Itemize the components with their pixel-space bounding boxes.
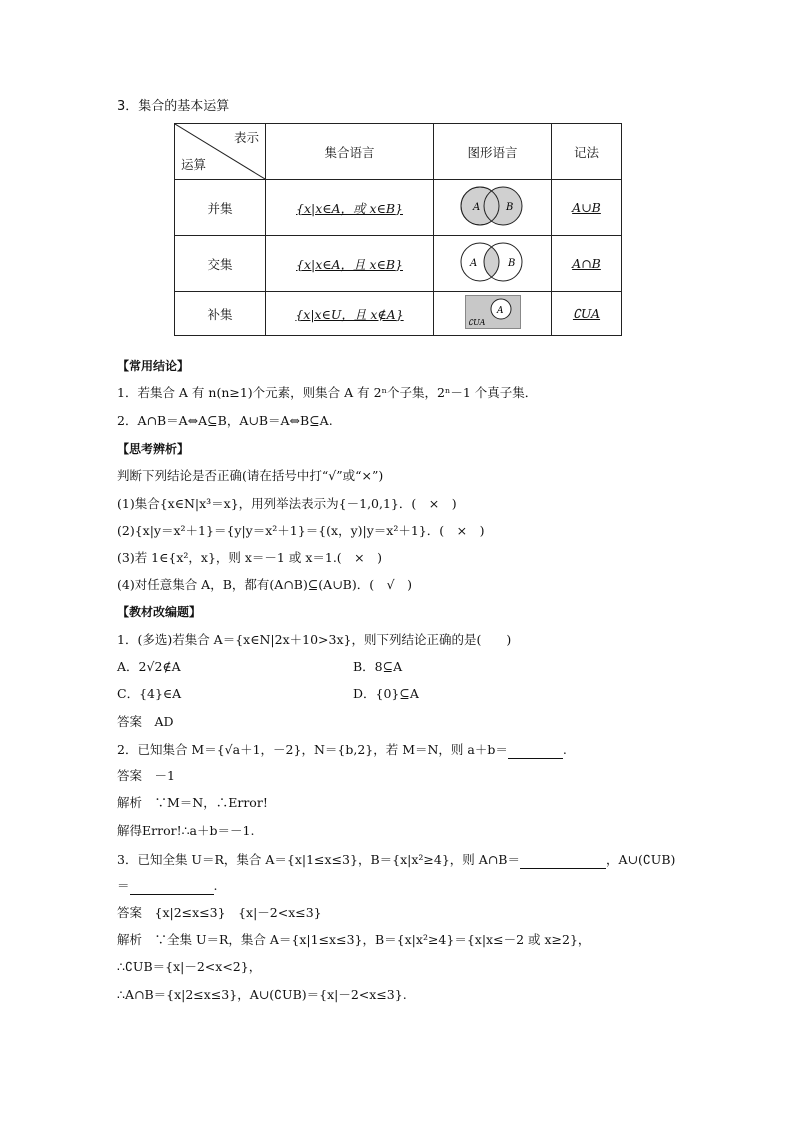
option-b: B．8⊆A	[353, 659, 403, 674]
venn-label-b: B	[505, 202, 513, 213]
notation-text: ∁UA	[572, 306, 601, 321]
thinking-item: (1)集合{x∈N|x³＝x}，用列举法表示为{－1,0,1}．( × )	[117, 496, 457, 511]
header-graph-language: 图形语言	[434, 124, 552, 180]
conclusion-item: 2．A∩B＝A⇔A⊆B，A∪B＝A⇔B⊆A.	[117, 413, 333, 428]
question-2-end: .	[562, 742, 567, 757]
analysis-2-line2: 解得Error!∴a＋b＝－1.	[117, 823, 255, 838]
set-language-text: {x|x∈U，且 x∉A}	[295, 306, 404, 322]
intersection-venn-cell	[434, 236, 552, 292]
corner-bottom-label: 运算	[181, 157, 207, 172]
question-3-end: .	[213, 878, 218, 893]
option-d: D．{0}⊆A	[353, 686, 419, 701]
table-row	[175, 180, 622, 236]
venn-label-a: A	[496, 306, 503, 316]
answer-2: 答案 －1	[117, 768, 175, 783]
option-c: C．{4}∈A	[117, 686, 182, 701]
row-name: 补集	[175, 292, 266, 336]
table-corner-cell	[175, 124, 266, 180]
question-3-text-c: ＝	[117, 878, 130, 893]
textbook-heading: 【教材改编题】	[117, 605, 202, 619]
answer-blank	[520, 850, 606, 869]
analysis-3-line1: 解析 ∵全集 U＝R，集合 A＝{x|1≤x≤3}，B＝{x|x²≥4}＝{x|x≤－2 或 x≥2}，	[117, 932, 591, 947]
thinking-heading: 【思考辨析】	[117, 442, 190, 456]
set-operations-table	[174, 123, 622, 336]
question-2-stem	[117, 740, 567, 759]
venn-label-u: ∁UA	[467, 318, 485, 327]
question-2-text: 2．已知集合 M＝{√a＋1，－2}，N＝{b,2}，若 M＝N，则 a＋b＝	[117, 742, 508, 757]
thinking-item: (3)若 1∈{x²，x}，则 x＝－1 或 x＝1.( × )	[117, 550, 383, 565]
table-row	[175, 292, 622, 336]
intersection-venn-diagram	[448, 240, 538, 284]
analysis-3-line2: ∴∁UB＝{x|－2<x<2}，	[117, 959, 262, 974]
venn-label-a: A	[469, 258, 477, 269]
venn-label-b: B	[507, 258, 515, 269]
header-set-language: 集合语言	[266, 124, 434, 180]
question-3-stem-cont	[117, 876, 218, 895]
header-notation: 记法	[552, 124, 622, 180]
section-title: 3．集合的基本运算	[117, 99, 230, 114]
corner-top-label: 表示	[233, 130, 259, 145]
analysis-2-line1: 解析 ∵M＝N，∴Error!	[117, 795, 268, 810]
answer-blank	[508, 740, 563, 759]
row-name: 交集	[175, 236, 266, 292]
answer-blank	[130, 876, 214, 895]
set-language-text: {x|x∈A，或 x∈B}	[296, 200, 403, 216]
thinking-item: (4)对任意集合 A，B，都有(A∩B)⊆(A∪B)．( √ )	[117, 577, 412, 592]
venn-label-a: A	[472, 202, 480, 213]
answer-3: 答案 {x|2≤x≤3} {x|－2<x≤3}	[117, 905, 322, 920]
union-venn-cell	[434, 180, 552, 236]
option-a: A．2√2∉A	[117, 659, 181, 674]
notation-text: A∪B	[572, 200, 601, 215]
answer-1: 答案 AD	[117, 714, 174, 729]
notation-text: A∩B	[572, 256, 601, 271]
union-venn-diagram	[448, 184, 538, 228]
question-3-text-b: ，A∪(∁UB)	[605, 852, 676, 867]
analysis-3-line3: ∴A∩B＝{x|2≤x≤3}，A∪(∁UB)＝{x|－2<x≤3}.	[117, 987, 407, 1002]
question-3-stem	[117, 850, 675, 869]
set-language-text: {x|x∈A，且 x∈B}	[296, 256, 403, 272]
row-name: 并集	[175, 180, 266, 236]
conclusions-heading: 【常用结论】	[117, 359, 190, 373]
table-header-row	[175, 124, 622, 180]
complement-venn-cell	[434, 292, 552, 336]
table-row	[175, 236, 622, 292]
question-1-stem: 1．(多选)若集合 A＝{x∈N|2x＋10>3x}，则下列结论正确的是( )	[117, 632, 512, 647]
question-3-text: 3．已知全集 U＝R，集合 A＝{x|1≤x≤3}，B＝{x|x²≥4}，则 A∩B＝	[117, 852, 520, 867]
complement-venn-diagram	[465, 295, 521, 329]
thinking-intro: 判断下列结论是否正确(请在括号中打“√”或“×”)	[117, 468, 384, 483]
conclusion-item: 1．若集合 A 有 n(n≥1)个元素，则集合 A 有 2ⁿ个子集，2ⁿ－1 个真子集．	[117, 385, 538, 400]
thinking-item: (2){x|y＝x²＋1}＝{y|y＝x²＋1}＝{(x，y)|y＝x²＋1}．( × )	[117, 523, 485, 538]
